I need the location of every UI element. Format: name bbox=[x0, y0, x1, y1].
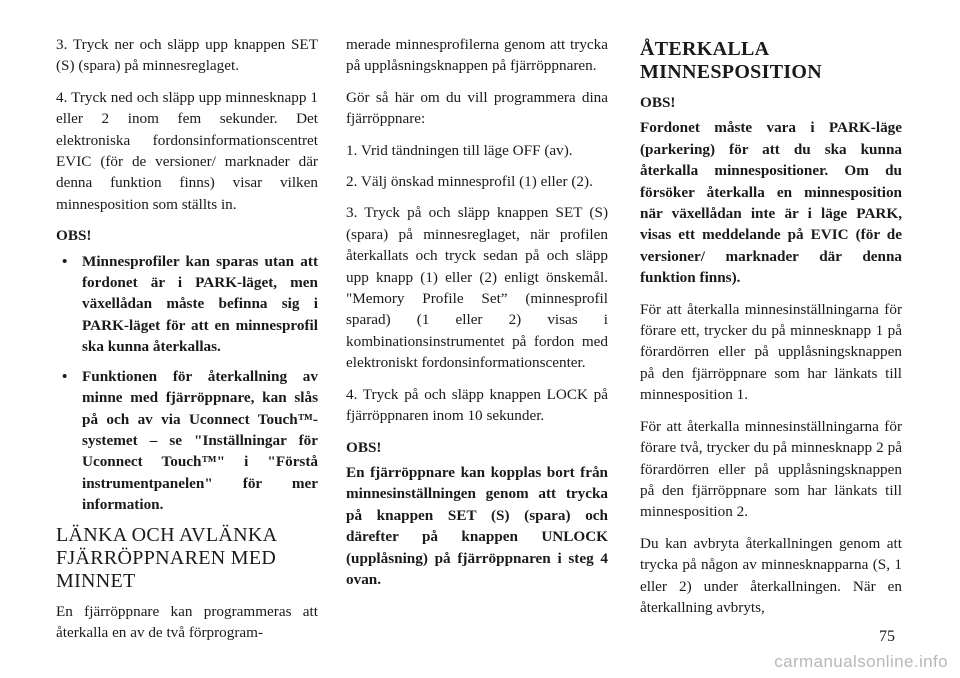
note-bullet-list bbox=[56, 251, 318, 516]
page-number: 75 bbox=[879, 628, 895, 645]
recall-driver-1-paragraph: För att återkalla minnesinställningarna för förare ett, trycker du på minnesknapp 1 på förardörren eller på upplåsningsknappen på den fjärröppnare som har länkats till minnesposition 1. bbox=[640, 300, 902, 404]
recall-driver-2-paragraph: För att återkalla minnesinställningarna för förare två, trycker du på minnesknapp 2 på förardörren eller på upplåsningsknappen på den fjärröppnare som har länkats till minnesposition 2. bbox=[640, 417, 902, 521]
note-bullet bbox=[56, 251, 318, 358]
bullet-text: Funktionen för återkallning av minne med fjärröppnare, kan slås på och av via Uconnect Touch™-systemet – se "Inställningar för Uconnect Touch™" i "Förstå instrumentpanelen" för mer information. bbox=[82, 367, 318, 514]
note-bullet bbox=[56, 366, 318, 516]
watermark: carmanualsonline.info bbox=[774, 652, 948, 671]
step-4-paragraph: 4. Tryck på och släpp knappen LOCK på fjärröppnaren inom 10 sekunder. bbox=[346, 385, 608, 425]
note-label: OBS! bbox=[346, 438, 382, 456]
continued-paragraph: merade minnesprofilerna genom att trycka på upplåsningsknappen på fjärröppnaren. bbox=[346, 36, 608, 75]
column-2 bbox=[346, 34, 608, 600]
section-heading-link-remote: LÄNKA OCH AVLÄNKA FJÄRRÖPPNAREN MED MINNET bbox=[56, 523, 277, 592]
step-3-paragraph: 3. Tryck ner och släpp upp knappen SET (S) (spara) på minnesreglaget. bbox=[56, 36, 318, 75]
column-1 bbox=[56, 34, 318, 653]
note-text: Fordonet måste vara i PARK-läge (parkering) för att du ska kunna återkalla minnespositioner. Om du försöker återkalla en minnesposition när växellådan inte är i läge PARK, visas ett meddelande på EVIC (för de versioner/ marknader där denna funktion finns). bbox=[640, 119, 902, 287]
bullet-icon: • bbox=[62, 367, 68, 385]
cancel-recall-paragraph: Du kan avbryta återkallningen genom att trycka på någon av minnesknapparna (S, 1 eller 2) under återkallningen. När en återkallning avbryts, bbox=[640, 534, 902, 616]
step-3-paragraph: 3. Tryck på och släpp knappen SET (S) (spara) på minnesreglaget, när profilen återkallats och tryck sedan på och släpp upp knapp (1) eller (2) enligt önskemål. "Memory Profile Set” (minnesprofil sparad) (1 eller 2) visas i kombinationsinstrumentet på fordon med elektroniskt fordonsinformationscenter. bbox=[346, 204, 608, 372]
note-label: OBS! bbox=[640, 94, 676, 111]
step-1-paragraph: 1. Vrid tändningen till läge OFF (av). bbox=[346, 141, 573, 159]
column-3 bbox=[640, 34, 902, 628]
intro-paragraph: En fjärröppnare kan programmeras att återkalla en av de två förprogram- bbox=[56, 602, 318, 641]
bullet-icon: • bbox=[62, 252, 68, 270]
step-2-paragraph: 2. Välj önskad minnesprofil (1) eller (2). bbox=[346, 173, 593, 191]
note-text: En fjärröppnare kan kopplas bort från minnesinställningen genom att trycka på knappen SET (S) (spara) och därefter på knappen UNLOCK (upplåsning) på fjärröppnaren i steg 4 ovan. bbox=[346, 463, 608, 588]
bullet-text: Minnesprofiler kan sparas utan att fordonet är i PARK-läget, men växellådan måste befinna sig i PARK-läget för att en minnesprofil ska kunna återkallas. bbox=[82, 252, 318, 356]
step-4-paragraph: 4. Tryck ned och släpp upp minnesknapp 1 eller 2 inom fem sekunder. Det elektroniska fordonsinformationscentret EVIC (för de versioner/ marknader där denna funktion finns) visar vilken minnesposition som ställts in. bbox=[56, 88, 318, 213]
section-heading-recall-memory: ÅTERKALLA MINNESPOSITION bbox=[640, 38, 823, 83]
lead-paragraph: Gör så här om du vill programmera dina fjärröppnare: bbox=[346, 88, 608, 128]
note-label: OBS! bbox=[56, 227, 92, 245]
